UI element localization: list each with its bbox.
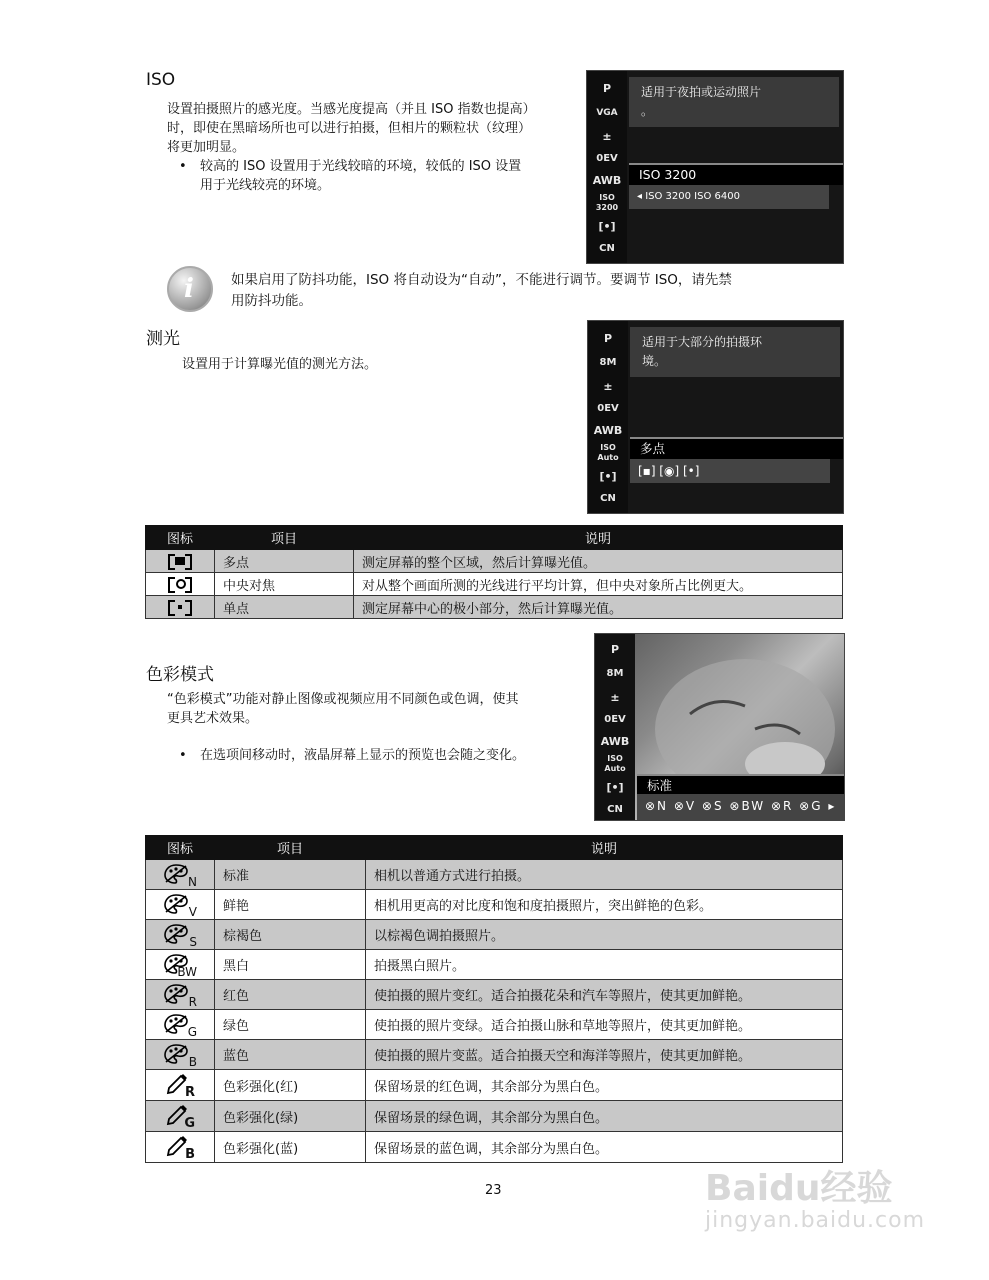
row-item: 中央对焦 [215,573,354,596]
exposure-icon: ± [603,380,613,393]
row-desc: 保留场景的蓝色调，其余部分为黑白色。 [366,1132,843,1163]
header-icon: 图标 [146,526,215,550]
row-item: 多点 [215,550,354,573]
row-desc: 测定屏幕的整个区域，然后计算曝光值。 [354,550,843,573]
row-item: 鲜艳 [215,890,366,920]
color-selected-value: 标准 [637,774,844,794]
color-para-line: “色彩模式”功能对静止图像或视频应用不同颜色或色调，使其 [167,692,519,707]
row-item: 棕褐色 [215,920,366,950]
table-header-row [146,526,843,550]
watermark-url: jingyan.baidu.com [705,1208,926,1233]
table-row [146,550,843,573]
color-badge: G [184,1116,195,1131]
color-badge: BW [177,964,197,979]
color-bullet-line: 在选项间移动时，液晶屏幕上显示的预览也会随之变化。 [200,748,526,763]
table-row [146,860,843,890]
row-desc: 使拍摄的照片变蓝。适合拍摄天空和海洋等照片，使其更加鲜艳。 [366,1040,843,1070]
info-icon: i [167,266,213,312]
table-row [146,573,843,596]
color-bullet [167,746,582,765]
iso-tip-box [629,77,839,127]
color-badge: V [188,904,197,919]
resolution-icon: 8M [599,357,617,368]
metering-camera-screen [587,320,844,514]
row-desc: 使拍摄的照片变绿。适合拍摄山脉和草地等照片，使其更加鲜艳。 [366,1010,843,1040]
row-item: 色彩强化(绿) [215,1101,366,1132]
table-row [146,980,843,1010]
awb-icon: AWB [600,735,630,748]
row-item: 黑白 [215,950,366,980]
metering-icon: [•] [606,781,624,794]
table-row [146,1040,843,1070]
center-weighted-icon [146,573,215,596]
table-row [146,890,843,920]
row-desc: 测定屏幕中心的极小部分，然后计算曝光值。 [354,596,843,619]
header-icon: 图标 [146,836,215,860]
table-row [146,1010,843,1040]
color-accent-icon [146,1101,215,1132]
row-item: 色彩强化(蓝) [215,1132,366,1163]
metering-icon: [•] [599,470,617,483]
row-item: 色彩强化(红) [215,1070,366,1101]
color-mode-camera-screen [594,633,845,821]
color-palette-icon [146,1010,215,1040]
iso-tip-text: 适用于夜拍或运动照片 [641,85,762,99]
color-accent-icon [146,1132,215,1163]
awb-icon: AWB [593,424,623,437]
watermark-brand: Baidu经验 [705,1168,893,1209]
camera-sidebar [587,71,627,263]
metering-tip-text: 境。 [642,354,667,368]
table-row [146,920,843,950]
row-item: 绿色 [215,1010,366,1040]
color-accent-icon [146,1070,215,1101]
row-desc: 以棕褐色调拍摄照片。 [366,920,843,950]
resolution-icon: VGA [596,108,618,118]
program-mode-icon: P [602,82,612,95]
header-desc: 说明 [366,836,843,860]
color-palette-icon [146,890,215,920]
metering-table [145,525,843,619]
ev-icon: 0EV [597,403,619,414]
row-desc: 相机以普通方式进行拍摄。 [366,860,843,890]
row-desc: 相机用更高的对比度和饱和度拍摄照片，突出鲜艳的色彩。 [366,890,843,920]
iso-para-line: 时，即使在黑暗场所也可以进行拍摄，但相片的颗粒状（纹理） [167,121,532,136]
iso-title: ISO [146,70,176,90]
note-line: 如果启用了防抖功能，ISO 将自动设为“自动”，不能进行调节。要调节 ISO，请先禁 [231,272,732,288]
color-mode-icon: CN [607,804,623,815]
camera-sidebar [588,321,628,513]
table-row [146,1132,843,1163]
row-item: 蓝色 [215,1040,366,1070]
ev-icon: 0EV [604,714,626,725]
note-text [231,270,851,312]
iso-icon: ISO 3200 [595,193,619,212]
iso-selected-value: ISO 3200 [629,163,843,185]
row-item: 单点 [215,596,354,619]
row-desc: 保留场景的绿色调，其余部分为黑白色。 [366,1101,843,1132]
multi-point-icon [146,550,215,573]
color-mode-icon: CN [600,493,616,504]
color-option-icons: ⊗N ⊗V ⊗S ⊗BW ⊗R ⊗G ▸ [645,799,837,813]
exposure-icon: ± [602,130,612,143]
color-mode-icon: CN [599,243,615,254]
color-badge: S [189,934,197,949]
header-desc: 说明 [354,526,843,550]
color-badge: B [188,1054,197,1069]
metering-description: 设置用于计算曝光值的测光方法。 [182,357,378,372]
row-desc: 对从整个画面所测的光线进行平均计算，但中央对象所占比例更大。 [354,573,843,596]
ev-icon: 0EV [596,153,618,164]
table-row [146,596,843,619]
color-palette-icon [146,860,215,890]
iso-icon: ISO Auto [597,443,619,462]
table-row [146,1101,843,1132]
metering-title: 测光 [146,329,180,349]
row-desc: 保留场景的红色调，其余部分为黑白色。 [366,1070,843,1101]
metering-icon: [•] [598,220,616,233]
color-palette-icon [146,1040,215,1070]
color-badge: R [188,994,197,1009]
program-mode-icon: P [603,332,613,345]
color-palette-icon [146,950,215,980]
row-item: 红色 [215,980,366,1010]
camera-sidebar [595,634,635,820]
metering-options[interactable]: [▪] [◉] [•] [630,459,830,483]
iso-bullet-line: 用于光线较亮的环境。 [200,178,331,193]
exposure-icon: ± [610,691,620,704]
iso-options[interactable]: ◂ ISO 3200 ISO 6400 [629,185,829,209]
header-item: 项目 [215,526,354,550]
color-badge: B [185,1147,195,1162]
table-header-row [146,836,843,860]
color-badge: G [187,1024,197,1039]
color-palette-icon [146,920,215,950]
table-row [146,1070,843,1101]
iso-bullet [167,157,577,195]
iso-tip-text: 。 [641,104,654,118]
awb-icon: AWB [592,174,622,187]
iso-para-line: 设置拍摄照片的感光度。当感光度提高（并且 ISO 指数也提高） [167,102,536,117]
resolution-icon: 8M [606,668,624,679]
row-desc: 拍摄黑白照片。 [366,950,843,980]
iso-camera-screen [586,70,844,264]
color-palette-icon [146,980,215,1010]
color-badge: R [184,1085,195,1100]
row-item: 标准 [215,860,366,890]
iso-icon: ISO Auto [604,754,626,773]
color-mode-title: 色彩模式 [146,665,214,685]
note-line: 用防抖功能。 [231,293,312,309]
color-mode-description [167,690,582,765]
spot-icon [146,596,215,619]
bullet-dot: • [179,159,187,174]
color-mode-table [145,835,843,1163]
row-desc: 使拍摄的照片变红。适合拍摄花朵和汽车等照片，使其更加鲜艳。 [366,980,843,1010]
metering-selected-value: 多点 [630,437,843,459]
bullet-dot: • [179,748,187,763]
color-badge: N [188,874,197,889]
color-options[interactable] [637,794,844,820]
color-para-line: 更具艺术效果。 [167,711,259,726]
iso-description [167,100,577,195]
program-mode-icon: P [610,643,620,656]
table-row [146,950,843,980]
header-item: 项目 [215,836,366,860]
page-number: 23 [485,1183,502,1198]
iso-para-line: 将更加明显。 [167,140,246,155]
iso-bullet-line: 较高的 ISO 设置用于光线较暗的环境，较低的 ISO 设置 [200,159,522,174]
metering-tip-box [630,327,840,377]
metering-tip-text: 适用于大部分的拍摄环 [642,335,763,349]
